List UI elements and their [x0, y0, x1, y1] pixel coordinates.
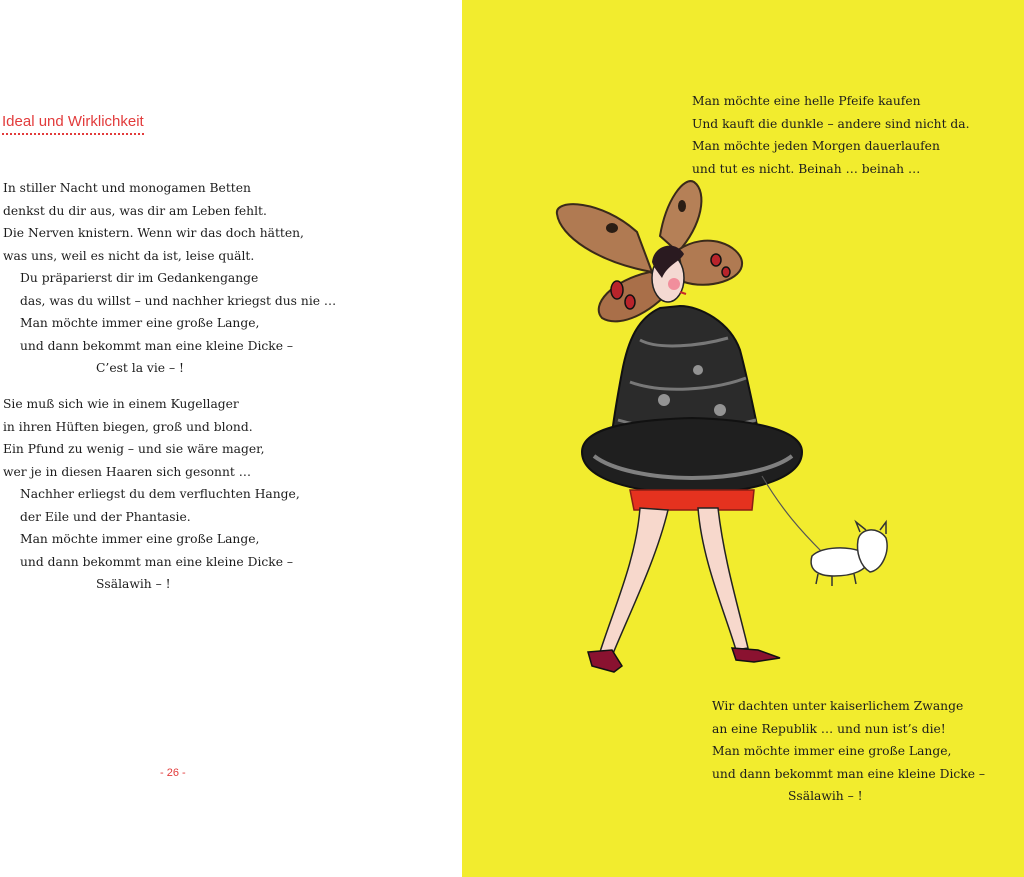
- verse-line: Ssälawih – !: [96, 577, 171, 591]
- dog-icon: [811, 522, 887, 586]
- verse-line: an eine Republik … und nun ist’s die!: [712, 721, 946, 736]
- verse-line: Man möchte immer eine große Lange,: [20, 316, 260, 330]
- verse-line: Nachher erliegst du dem verfluchten Hange,: [20, 487, 300, 501]
- left-page: [0, 0, 462, 877]
- verse-line: Wir dachten unter kaiserlichem Zwange: [712, 699, 964, 713]
- verse-line: In stiller Nacht und monogamen Betten: [3, 181, 251, 195]
- verse-line: und tut es nicht. Beinah … beinah …: [692, 161, 921, 176]
- verse-line: und dann bekommt man eine kleine Dicke –: [20, 338, 294, 353]
- poem-title: Ideal und Wirklichkeit: [2, 113, 144, 135]
- verse-line: das, was du willst – und nachher kriegst dus nie …: [20, 293, 337, 308]
- verse-line: der Eile und der Phantasie.: [20, 509, 191, 524]
- stanza-2: [3, 393, 300, 596]
- butterfly-wings-icon: [557, 181, 742, 321]
- verse-top: [692, 90, 970, 180]
- verse-line: Man möchte jeden Morgen dauerlaufen: [692, 139, 940, 153]
- verse-line: in ihren Hüften biegen, groß und blond.: [3, 419, 253, 434]
- verse-line: Du präparierst dir im Gedankengange: [20, 271, 259, 285]
- legs-icon: [588, 508, 780, 672]
- leash-icon: [762, 476, 822, 552]
- verse-line: was uns, weil es nicht da ist, leise quält.: [3, 248, 255, 263]
- verse-line: Man möchte eine helle Pfeife kaufen: [692, 94, 921, 108]
- verse-line: wer je in diesen Haaren sich gesonnt …: [3, 464, 252, 479]
- verse-line: Die Nerven knistern. Wenn wir das doch hätten,: [3, 226, 304, 240]
- right-page: [462, 0, 1024, 877]
- verse-line: Und kauft die dunkle – andere sind nicht da.: [692, 116, 970, 131]
- stanza-1: [3, 177, 336, 380]
- verse-line: und dann bekommt man eine kleine Dicke –: [712, 766, 986, 781]
- verse-line: und dann bekommt man eine kleine Dicke –: [20, 554, 294, 569]
- verse-line: C’est la vie – !: [96, 361, 184, 375]
- verse-bottom: [712, 695, 985, 808]
- page-number: - 26 -: [160, 767, 186, 779]
- verse-line: Man möchte immer eine große Lange,: [712, 744, 952, 758]
- verse-line: Sie muß sich wie in einem Kugellager: [3, 397, 239, 411]
- verse-line: Ein Pfund zu wenig – und sie wäre mager,: [3, 442, 265, 456]
- woman-head-icon: [652, 246, 686, 302]
- verse-line: denkst du dir aus, was dir am Leben fehlt.: [3, 203, 267, 218]
- verse-line: Ssälawih – !: [788, 789, 863, 803]
- dress-icon: [582, 306, 802, 510]
- verse-line: Man möchte immer eine große Lange,: [20, 532, 260, 546]
